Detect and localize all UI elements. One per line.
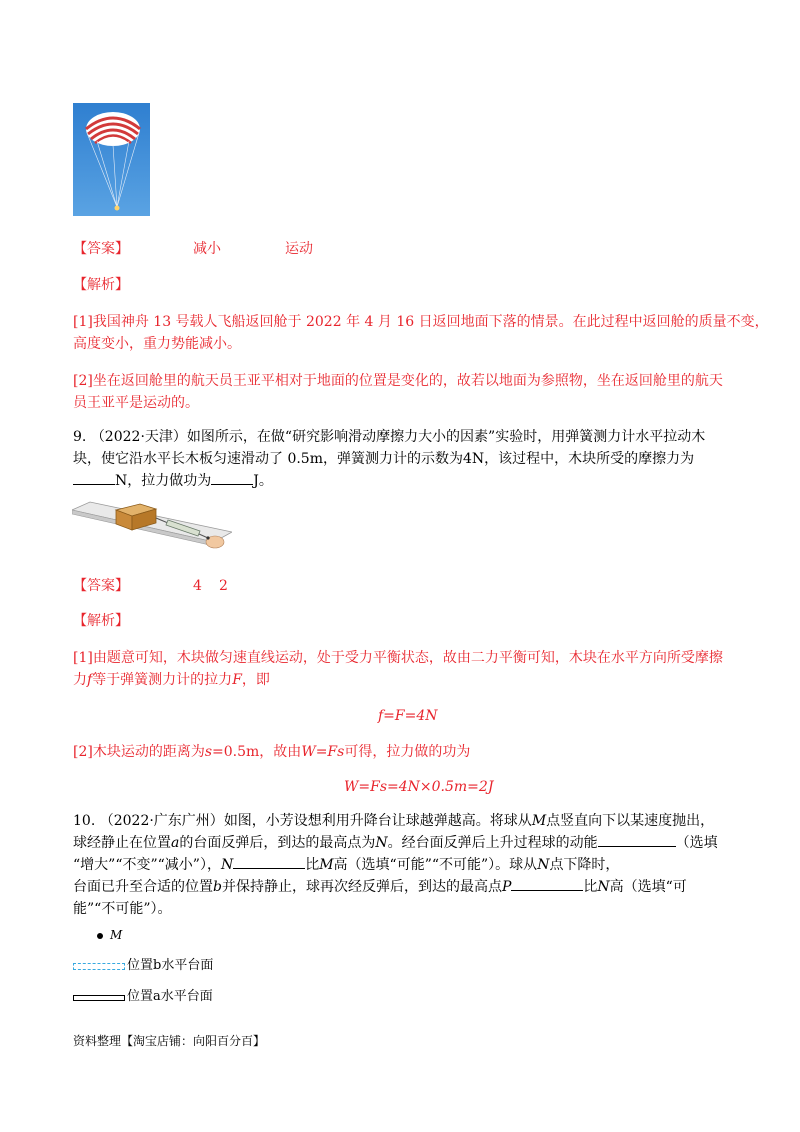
q10-blank-2 <box>233 854 305 869</box>
q9-analysis-2-b: =0.5m，故由 <box>212 744 302 760</box>
q8-analysis-1-line1: [1]我国神舟 13 号载人飞船返回舱于 2022 年 4 月 16 日返回地面下落的情景。在此过程中返回舱的质量不变， <box>73 314 769 330</box>
q10-line2-c: 。经台面反弹后上升过程球的动能 <box>387 835 598 851</box>
q10-line2-d: （选填 <box>675 835 718 851</box>
q10-symbol-b: b <box>213 879 222 895</box>
q8-answer-1: 减小 <box>193 241 221 257</box>
q10-line4-d: 高（选填“可 <box>609 879 687 895</box>
q9-blank-1 <box>73 470 115 485</box>
q10-line4-b: 并保持静止，球再次经反弹后，到达的最高点 <box>221 879 502 895</box>
q9-answer-label: 【答案】 <box>73 578 129 594</box>
q9-stem-text-1: 如图所示，在做“研究影响滑动摩擦力大小的因素”实验时，用弹簧测力计水平拉动木 <box>186 429 706 445</box>
q9-stem-line2: 块，使它沿水平长木板匀速滑动了 0.5m，弹簧测力计的示数为4N，该过程中，木块所受的摩擦力为 <box>73 451 695 467</box>
q10-line3-b: 比 <box>305 857 320 873</box>
q9-analysis-1-line2-c: ，即 <box>241 672 270 688</box>
q8-answer-label: 【答案】 <box>73 241 129 257</box>
q10-symbol-N: N <box>375 835 388 851</box>
q9-source: （2022·天津） <box>90 429 187 445</box>
q10-blank-1 <box>598 832 676 847</box>
fig-label-M: M <box>110 928 123 942</box>
q9-answer-1: 4 <box>193 578 202 594</box>
q10-line3-a: “增大”“不变”“减小”）， <box>73 857 221 873</box>
q9-analysis-2 <box>73 739 470 765</box>
q9-analysis-2-a: [2]木块运动的距离为 <box>73 744 205 760</box>
q10-symbol-M-2: M <box>319 857 334 873</box>
q10-blank-3 <box>511 876 583 891</box>
q10-symbol-N-3: N <box>537 857 550 873</box>
q10-line2-a: 球经静止在位置 <box>73 835 171 851</box>
q9-symbol-f: f <box>87 672 93 688</box>
q9-stem-line3 <box>73 468 273 494</box>
q10-line2-b: 的台面反弹后，到达的最高点为 <box>179 835 376 851</box>
q9-analysis-1-line1: [1]由题意可知，木块做匀速直线运动，处于受力平衡状态，故由二力平衡可知，木块在水平方向所受摩擦 <box>73 650 723 666</box>
q9-answer-2: 2 <box>219 578 228 594</box>
q10-line1-b: 点竖直向下以某速度抛出， <box>546 813 715 829</box>
platform-position-b <box>73 963 125 970</box>
q10-line3-d: 点下降时， <box>549 857 620 873</box>
footer-source: 资料整理【淘宝店铺：向阳百分百】 <box>73 1034 266 1048</box>
q10-symbol-M: M <box>531 813 547 829</box>
board-block-spring-scale-image <box>72 496 232 558</box>
q9-blank-2 <box>211 470 253 485</box>
q10-symbol-a: a <box>171 835 180 851</box>
q9-symbol-WFs: W=Fs <box>301 744 345 760</box>
q9-stem-line3-b: J。 <box>253 473 273 489</box>
q10-number: 10. <box>73 813 96 829</box>
q9-stem-line3-a: N，拉力做功为 <box>115 473 212 489</box>
q8-analysis-2-line1: [2]坐在返回舱里的航天员王亚平相对于地面的位置是变化的，故若以地面为参照物，坐在返回舱里的航天 <box>73 373 723 389</box>
q8-analysis-label: 【解析】 <box>73 277 129 293</box>
q9-analysis-2-c: 可得，拉力做的功为 <box>344 744 471 760</box>
q10-symbol-N-2: N <box>220 857 234 873</box>
q10-line5: 能”“不可能”）。 <box>73 901 172 917</box>
q9-analysis-1-line2-b: 等于弹簧测力计的拉力 <box>92 672 233 688</box>
q10-line4-c: 比 <box>583 879 598 895</box>
q9-formula-2: W=Fs=4N×0.5m=2J <box>344 779 494 795</box>
q9-formula-1: f=F=4N <box>378 708 438 724</box>
q8-analysis-2-line2: 员王亚平是运动的。 <box>73 395 199 411</box>
q10-line1-a: 如图，小芳设想利用升降台让球越弹越高。将球从 <box>223 813 532 829</box>
q9-analysis-1-line2-a: 力 <box>73 672 87 688</box>
platform-position-a <box>73 995 125 1001</box>
fig-label-a: 位置a水平台面 <box>127 989 213 1004</box>
q8-answer-2: 运动 <box>285 241 313 257</box>
q9-symbol-F: F <box>232 672 242 688</box>
q10-symbol-P: P <box>501 879 512 895</box>
q9-analysis-1-line2 <box>73 667 270 693</box>
q9-number: 9. <box>73 429 87 445</box>
q9-analysis-label: 【解析】 <box>73 613 129 629</box>
q10-source: （2022·广东广州） <box>99 813 224 829</box>
fig-label-b: 位置b水平台面 <box>127 958 214 973</box>
q10-symbol-N-4: N <box>597 879 610 895</box>
parachute-return-capsule-image <box>73 103 150 216</box>
q9-symbol-s: s <box>204 744 213 760</box>
q10-line3-c: 高（选填“可能”“不可能”）。球从 <box>333 857 538 873</box>
q10-line4-a: 台面已升至合适的位置 <box>73 879 213 895</box>
ball-M-dot <box>97 933 103 939</box>
q8-analysis-1-line2: 高度变小，重力势能减小。 <box>73 336 241 352</box>
